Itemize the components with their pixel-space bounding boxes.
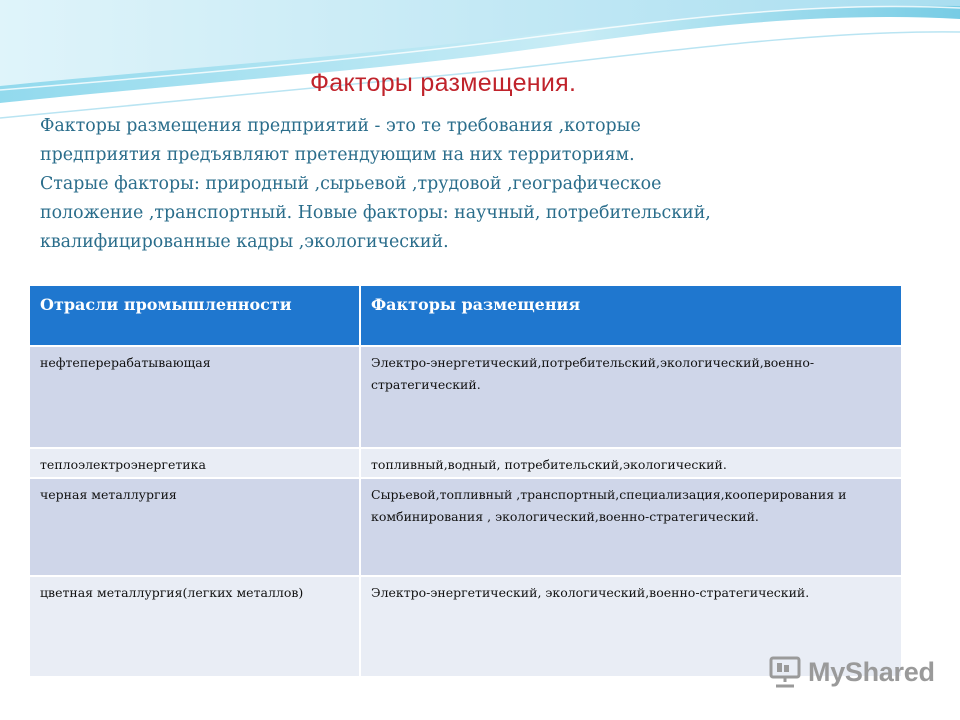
slide-title: Факторы размещения. — [310, 69, 577, 97]
table-header-row — [30, 286, 901, 346]
industry-cell: теплоэлектроэнергетика — [30, 448, 360, 478]
factors-cell: топливный,водный, потребительский,экологический. — [360, 448, 901, 478]
table-row — [30, 448, 901, 478]
industry-cell: черная металлургия — [30, 478, 360, 576]
factors-cell: Сырьевой,топливный ,транспортный,специализация,кооперирования и комбинирования , экологический,военно-стратегический. — [360, 478, 901, 576]
watermark-text: MyShared — [808, 656, 935, 687]
industry-cell: нефтеперерабатывающая — [30, 346, 360, 448]
intro-line: квалифицированные кадры ,экологический. — [40, 232, 449, 252]
factors-table — [30, 286, 901, 676]
table-row — [30, 478, 901, 576]
industry-cell: цветная металлургия(легких металлов) — [30, 576, 360, 676]
intro-line: Факторы размещения предприятий - это те требования ,которые — [40, 116, 641, 136]
intro-line: Старые факторы: природный ,сырьевой ,трудовой ,географическое — [40, 174, 662, 194]
factors-cell: Электро-энергетический,потребительский,экологический,военно-стратегический. — [360, 346, 901, 448]
factors-cell: Электро-энергетический, экологический,военно-стратегический. — [360, 576, 901, 676]
column-header-industry: Отрасли промышленности — [30, 286, 360, 346]
column-header-factors: Факторы размещения — [360, 286, 901, 346]
myshared-watermark — [768, 656, 935, 688]
intro-paragraph — [40, 112, 920, 257]
presentation-board-icon — [768, 656, 802, 688]
intro-line: положение ,транспортный. Новые факторы: научный, потребительский, — [40, 203, 711, 223]
intro-line: предприятия предъявляют претендующим на них территориям. — [40, 145, 635, 165]
table-row — [30, 346, 901, 448]
